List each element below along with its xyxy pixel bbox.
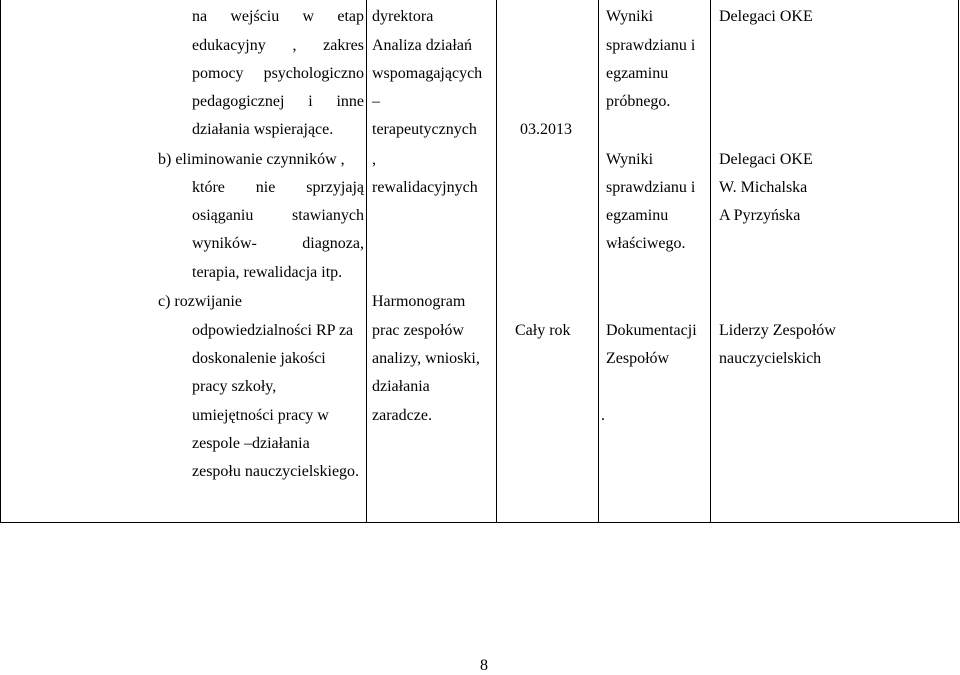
table-row-3-col5-line-2: nauczycielskich [719, 350, 822, 367]
table-row-1-col2-line-3: wspomagających [372, 65, 483, 82]
table-row-2-col2-line-1: , [372, 151, 376, 168]
page-number: 8 [480, 657, 488, 674]
table-row-3-col4-line-1: Dokumentacji [606, 322, 697, 339]
table-row-2-col1-line-3: osiąganiu stawianych [192, 207, 364, 224]
table-row-1-col2-line-2: Analiza działań [372, 37, 472, 54]
table-row-1-col1-line-1: na wejściu w etap [192, 8, 364, 25]
table-border-bottom [0, 522, 960, 523]
table-row-2-col4-line-1: Wyniki [606, 151, 654, 168]
table-row-1-col1-line-2: edukacyjny , zakres [192, 37, 364, 54]
table-row-1-col2-line-4: – [372, 93, 380, 110]
table-row-3-col4-line-2: Zespołów [606, 350, 670, 367]
table-row-3-col1-line-3: doskonalenie jakości [192, 350, 326, 367]
table-row-1-col4-line-1: Wyniki [606, 8, 654, 25]
table-row-2-col1-line-2: które nie sprzyjają [192, 179, 364, 196]
table-row-3-col4-line-4: . [601, 407, 605, 424]
table-row-1-col2-line-5: terapeutycznych [372, 121, 477, 138]
table-row-3-col1-line-2: odpowiedzialności RP za [192, 322, 354, 339]
table-border-left [0, 0, 1, 523]
table-column-divider-2 [496, 0, 497, 523]
table-row-2-col5-line-2: W. Michalska [719, 179, 808, 196]
table-row-3-col2-line-1: Harmonogram [372, 293, 466, 310]
table-row-3-col2-line-2: prac zespołów [372, 322, 464, 339]
table-row-3-col2-line-4: działania [372, 378, 430, 395]
table-row-1-col1-line-4: pedagogicznej i inne [192, 93, 364, 110]
table-column-divider-3 [598, 0, 599, 523]
table-row-3-col1-line-5: umiejętności pracy w [192, 407, 329, 424]
table-row-3-col5-line-1: Liderzy Zespołów [719, 322, 836, 339]
table-row-1-col4-line-2: sprawdzianu i [606, 37, 696, 54]
table-row-1-col5-line-1: Delegaci OKE [719, 8, 813, 25]
table-row-1-col1-line-5: działania wspierające. [192, 121, 334, 138]
table-row-2-col2-line-2: rewalidacyjnych [372, 179, 478, 196]
table-column-divider-1 [366, 0, 367, 523]
table-row-2-col1-line-5: terapia, rewalidacja itp. [192, 264, 343, 281]
table-row-3-col2-line-5: zaradcze. [372, 407, 432, 424]
table-row-2-col4-line-3: egzaminu [606, 207, 669, 224]
table-row-1-col2-line-1: dyrektora [372, 8, 434, 25]
table-border-right [958, 0, 959, 523]
table-row-2-col1-line-4: wyników- diagnoza, [192, 235, 364, 252]
table-row-3-col1-line-1: c) rozwijanie [158, 293, 242, 310]
table-row-3-col1-line-4: pracy szkoły, [192, 378, 277, 395]
table-row-2-col4-line-2: sprawdzianu i [606, 179, 696, 196]
table-row-2-col4-line-4: właściwego. [606, 235, 686, 252]
table-row-3-col3-period: Cały rok [515, 322, 571, 339]
table-row-1-col4-line-3: egzaminu [606, 65, 669, 82]
table-row-3-col2-line-3: analizy, wnioski, [372, 350, 480, 367]
table-row-2-col1-line-1: b) eliminowanie czynników , [158, 151, 345, 168]
table-row-2-col5-line-3: A Pyrzyńska [719, 207, 801, 224]
table-row-3-col1-line-7: zespołu nauczycielskiego. [192, 463, 360, 480]
table-row-1-col3-date: 03.2013 [520, 121, 572, 138]
table-row-1-col1-line-3: pomocy psychologiczno [192, 65, 364, 82]
table-row-3-col1-line-6: zespole –działania [192, 435, 310, 452]
table-row-2-col5-line-1: Delegaci OKE [719, 151, 813, 168]
table-column-divider-4 [710, 0, 711, 523]
table-row-1-col4-line-4: próbnego. [606, 93, 671, 110]
